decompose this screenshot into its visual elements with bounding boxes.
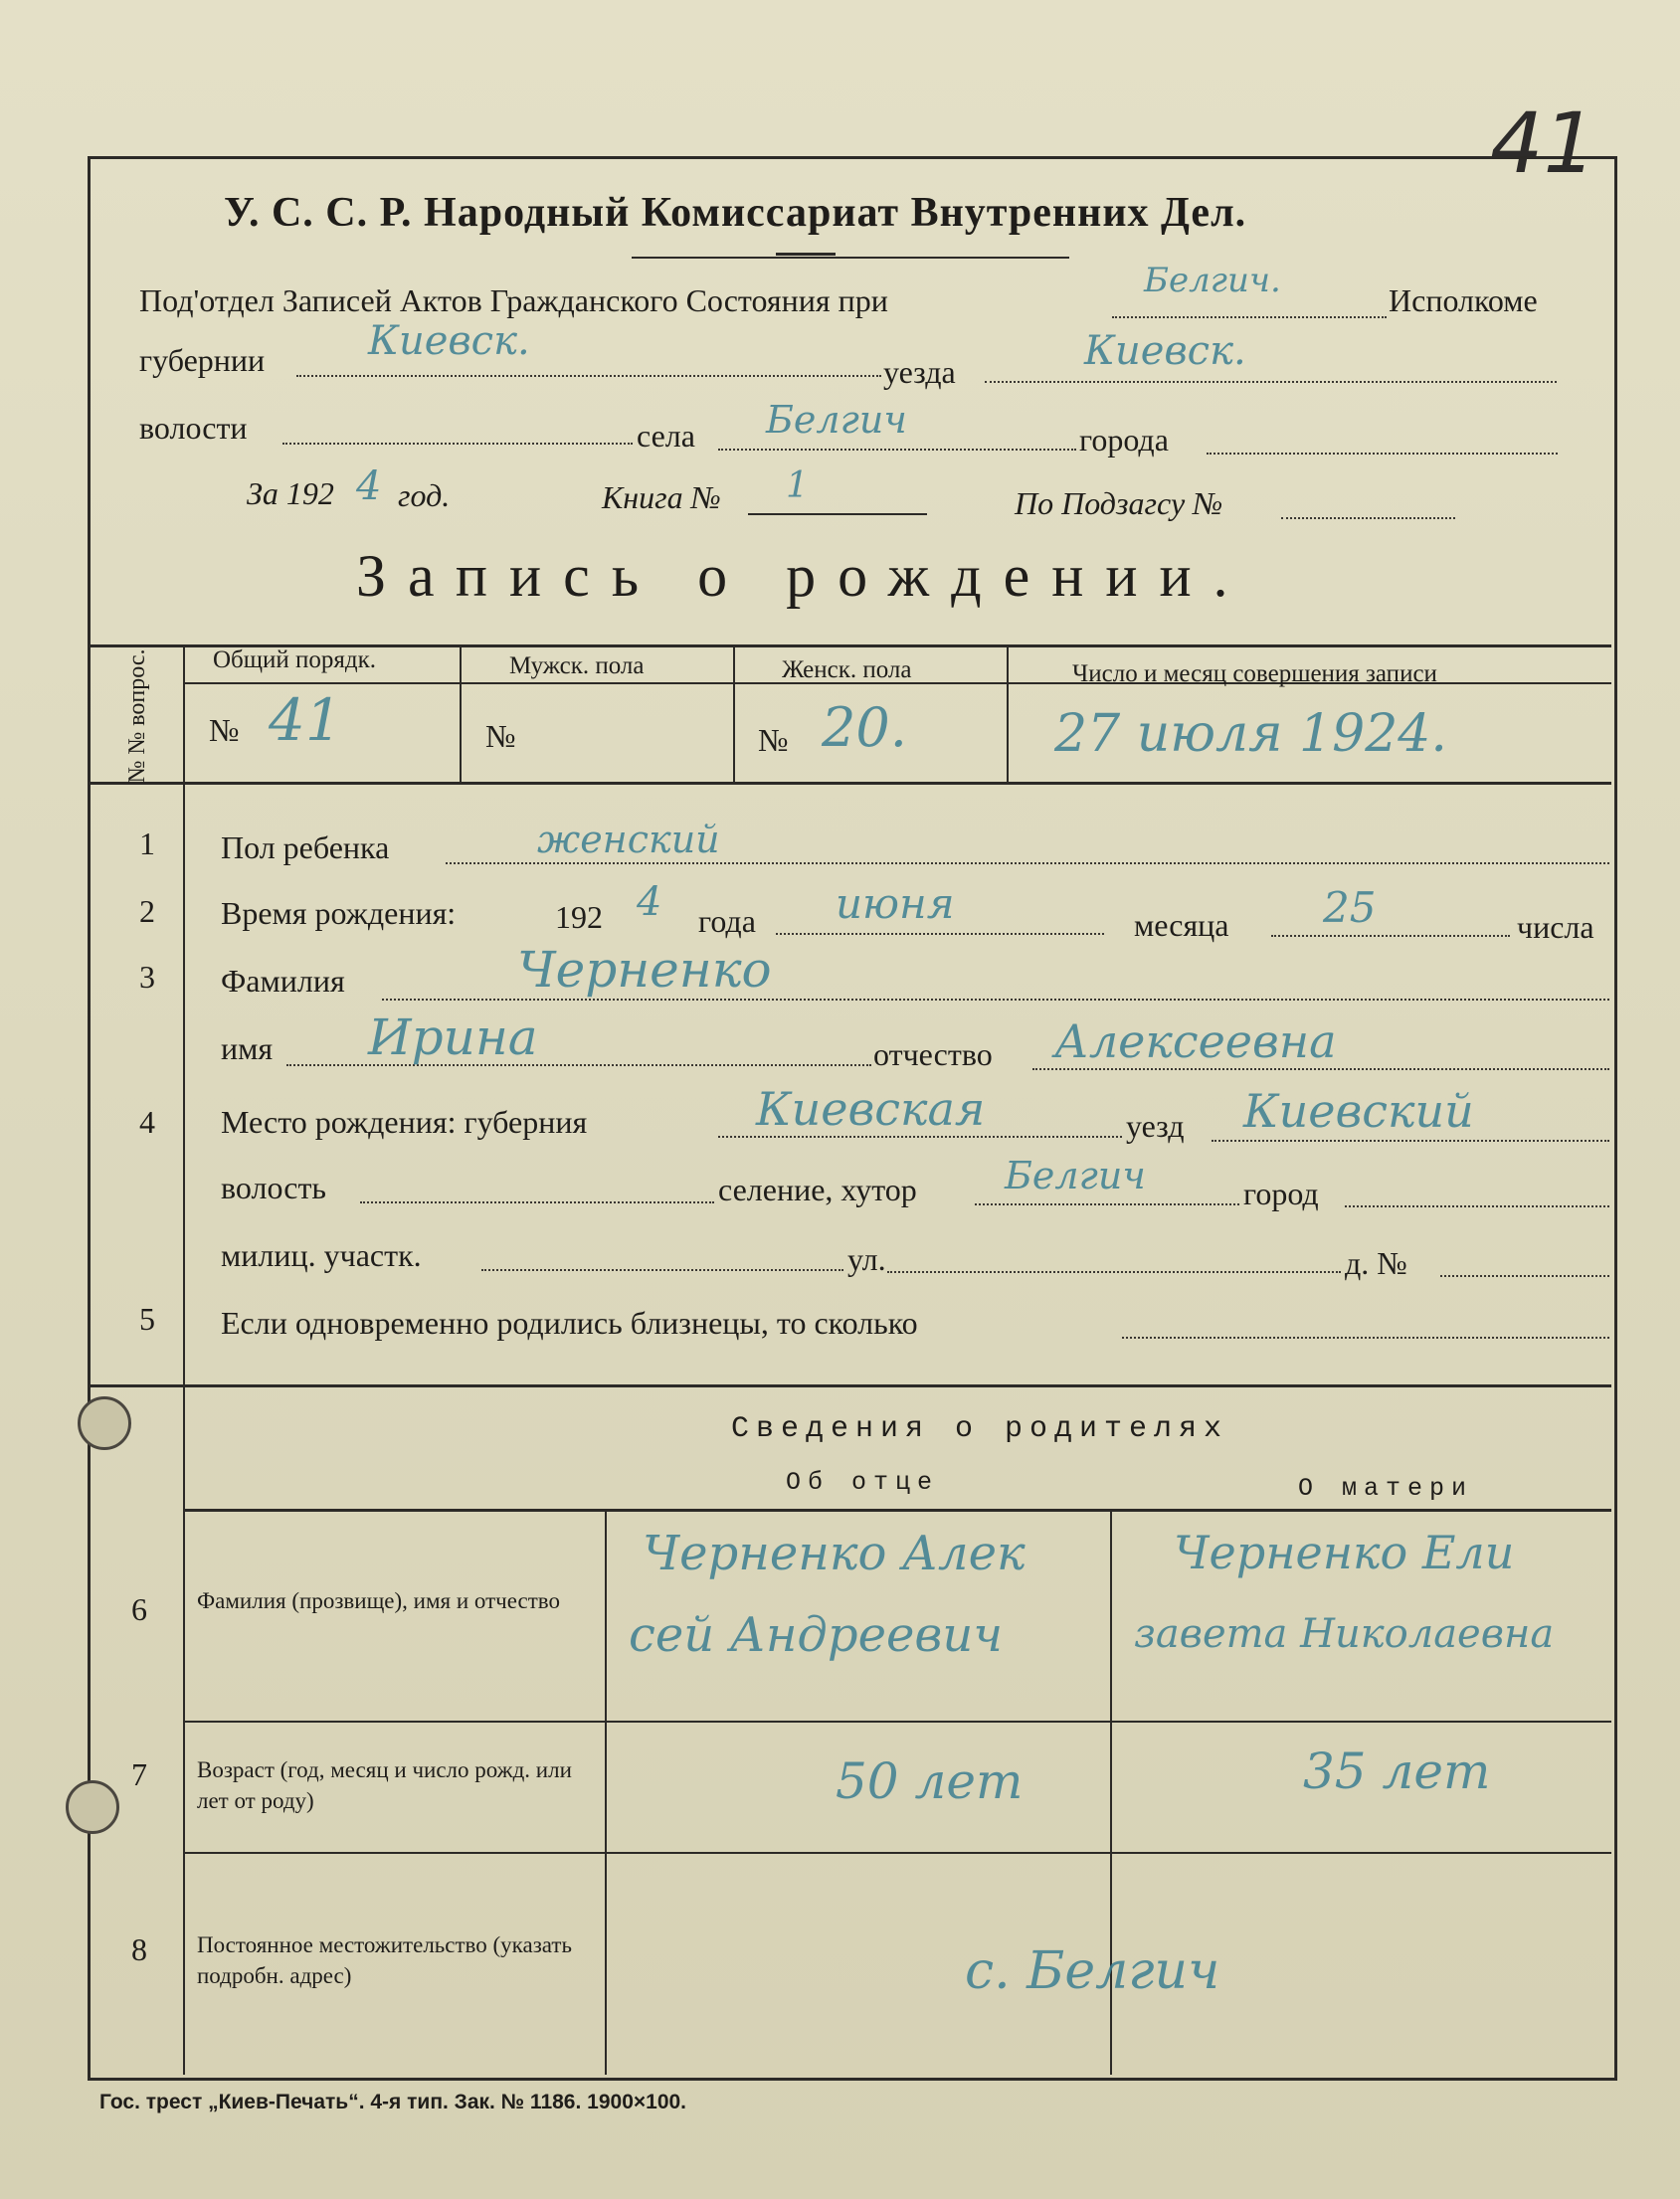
hw-year: 4 bbox=[356, 463, 382, 509]
row-no-2: 2 bbox=[139, 893, 155, 929]
row-no-8: 8 bbox=[131, 1931, 147, 1967]
row4c-dom-label: д. № bbox=[1345, 1245, 1407, 1281]
col-male: Мужск. пола bbox=[509, 652, 645, 679]
page-number: 41 bbox=[1490, 94, 1596, 192]
selo-label: села bbox=[637, 418, 695, 454]
row2-year-prefix: 192 bbox=[555, 899, 603, 935]
row-no-6: 6 bbox=[131, 1591, 147, 1627]
punch-hole-top bbox=[78, 1396, 131, 1450]
row8-label: Постоянное местожительство (указать подробн. адрес) bbox=[197, 1932, 572, 1989]
col-general: Общий порядк. bbox=[213, 646, 377, 673]
row2-god: года bbox=[698, 903, 756, 939]
row6-label: Фамилия (прозвище), имя и отчество bbox=[197, 1588, 560, 1613]
row4b-label: волость bbox=[221, 1170, 327, 1205]
row2-label: Время рождения: bbox=[221, 895, 457, 931]
row4b-gorod-label: город bbox=[1243, 1176, 1319, 1211]
hw-birth-day: 25 bbox=[1323, 883, 1377, 932]
podzag-label: По Подзагсу № bbox=[1015, 485, 1223, 521]
hw-father-name-1: Черненко Алек bbox=[643, 1526, 1026, 1581]
row-no-4: 4 bbox=[139, 1104, 155, 1140]
row3b-otch-label: отчество bbox=[873, 1036, 993, 1072]
record-title: Запись о рождении. bbox=[356, 543, 1250, 609]
hw-female-no: 20. bbox=[822, 696, 907, 759]
hw-selo: Белгич bbox=[766, 398, 907, 442]
hw-general-no: 41 bbox=[269, 686, 342, 754]
row2-month-label: месяца bbox=[1134, 907, 1229, 943]
hw-father-name-2: сей Андреевич bbox=[629, 1607, 1004, 1663]
hw-patronymic: Алексеевна bbox=[1054, 1014, 1337, 1068]
volost-label: волости bbox=[139, 410, 248, 446]
row-no-5: 5 bbox=[139, 1301, 155, 1337]
title-rule-accent bbox=[776, 253, 836, 256]
hw-birth-uezd: Киевский bbox=[1243, 1084, 1474, 1138]
hw-ispolkom: Белгич. bbox=[1144, 261, 1281, 300]
hw-residence: с. Белгич bbox=[965, 1941, 1220, 2001]
row-no-7: 7 bbox=[131, 1756, 147, 1792]
row-no-3: 3 bbox=[139, 959, 155, 995]
father-heading: Об отце bbox=[786, 1468, 940, 1497]
hw-father-age: 50 лет bbox=[836, 1752, 1024, 1810]
year-suffix: год. bbox=[398, 477, 451, 513]
gubernia-label: губернии bbox=[139, 342, 266, 378]
question-number-header: № № вопрос. bbox=[123, 648, 150, 784]
hw-uezd: Киевск. bbox=[1084, 328, 1246, 374]
print-footer: Гос. трест „Киев-Печать“. 4-я тип. Зак. № 1186. 1900×100. bbox=[99, 2091, 687, 2113]
hw-mother-name-2: завета Николаевна bbox=[1134, 1611, 1555, 1657]
row7-label: Возраст (год, месяц и число рожд. или лет от роду) bbox=[197, 1757, 572, 1814]
row4-uezd-label: уезд bbox=[1126, 1108, 1185, 1144]
form-title: У. С. С. Р. Народный Комиссариат Внутренних Дел. bbox=[224, 190, 1247, 236]
hw-birth-year: 4 bbox=[637, 879, 662, 925]
hw-mother-name-1: Черненко Ели bbox=[1174, 1526, 1515, 1579]
hw-birth-month: июня bbox=[836, 879, 955, 928]
col-record-date: Число и месяц совершения записи bbox=[1072, 660, 1437, 687]
hw-birth-selo: Белгич bbox=[1005, 1154, 1146, 1197]
book-label: Книга № bbox=[602, 479, 721, 515]
row4-label: Место рождения: губерния bbox=[221, 1104, 588, 1140]
general-no-sign: № bbox=[209, 712, 240, 748]
parents-heading: Сведения о родителях bbox=[731, 1412, 1229, 1446]
punch-hole-bottom bbox=[66, 1780, 119, 1834]
subdept-label: Под'отдел Записей Актов Гражданского Состояния при bbox=[139, 282, 888, 318]
hw-mother-age: 35 лет bbox=[1303, 1742, 1491, 1800]
uezd-label: уезда bbox=[883, 354, 956, 390]
hw-book: 1 bbox=[786, 465, 809, 506]
row5-label: Если одновременно родились близнецы, то сколько bbox=[221, 1305, 918, 1341]
female-no-sign: № bbox=[758, 722, 789, 758]
male-no-sign: № bbox=[485, 718, 516, 754]
hw-sex: женский bbox=[537, 818, 720, 861]
title-rule bbox=[632, 257, 1069, 259]
row4c-label: милиц. участк. bbox=[221, 1237, 422, 1273]
row3-label: Фамилия bbox=[221, 963, 345, 999]
row4b-selo-label: селение, хутор bbox=[718, 1172, 917, 1207]
year-label: За 192 bbox=[247, 475, 334, 511]
hw-name: Ирина bbox=[368, 1008, 538, 1066]
hw-birth-gubernia: Киевская bbox=[756, 1082, 986, 1136]
gorod-label: города bbox=[1079, 422, 1169, 458]
mother-heading: О матери bbox=[1298, 1474, 1474, 1503]
hw-record-date: 27 июля 1924. bbox=[1054, 704, 1447, 764]
col-female: Женск. пола bbox=[782, 656, 912, 683]
hw-surname: Черненко bbox=[517, 941, 772, 999]
row-no-1: 1 bbox=[139, 825, 155, 861]
row4c-ul-label: ул. bbox=[847, 1241, 886, 1277]
ispolkom-label: Исполкоме bbox=[1389, 282, 1538, 318]
row1-label: Пол ребенка bbox=[221, 829, 390, 865]
row2-day-label: числа bbox=[1517, 909, 1594, 945]
row3b-label: имя bbox=[221, 1030, 274, 1066]
hw-gubernia: Киевск. bbox=[368, 318, 530, 364]
